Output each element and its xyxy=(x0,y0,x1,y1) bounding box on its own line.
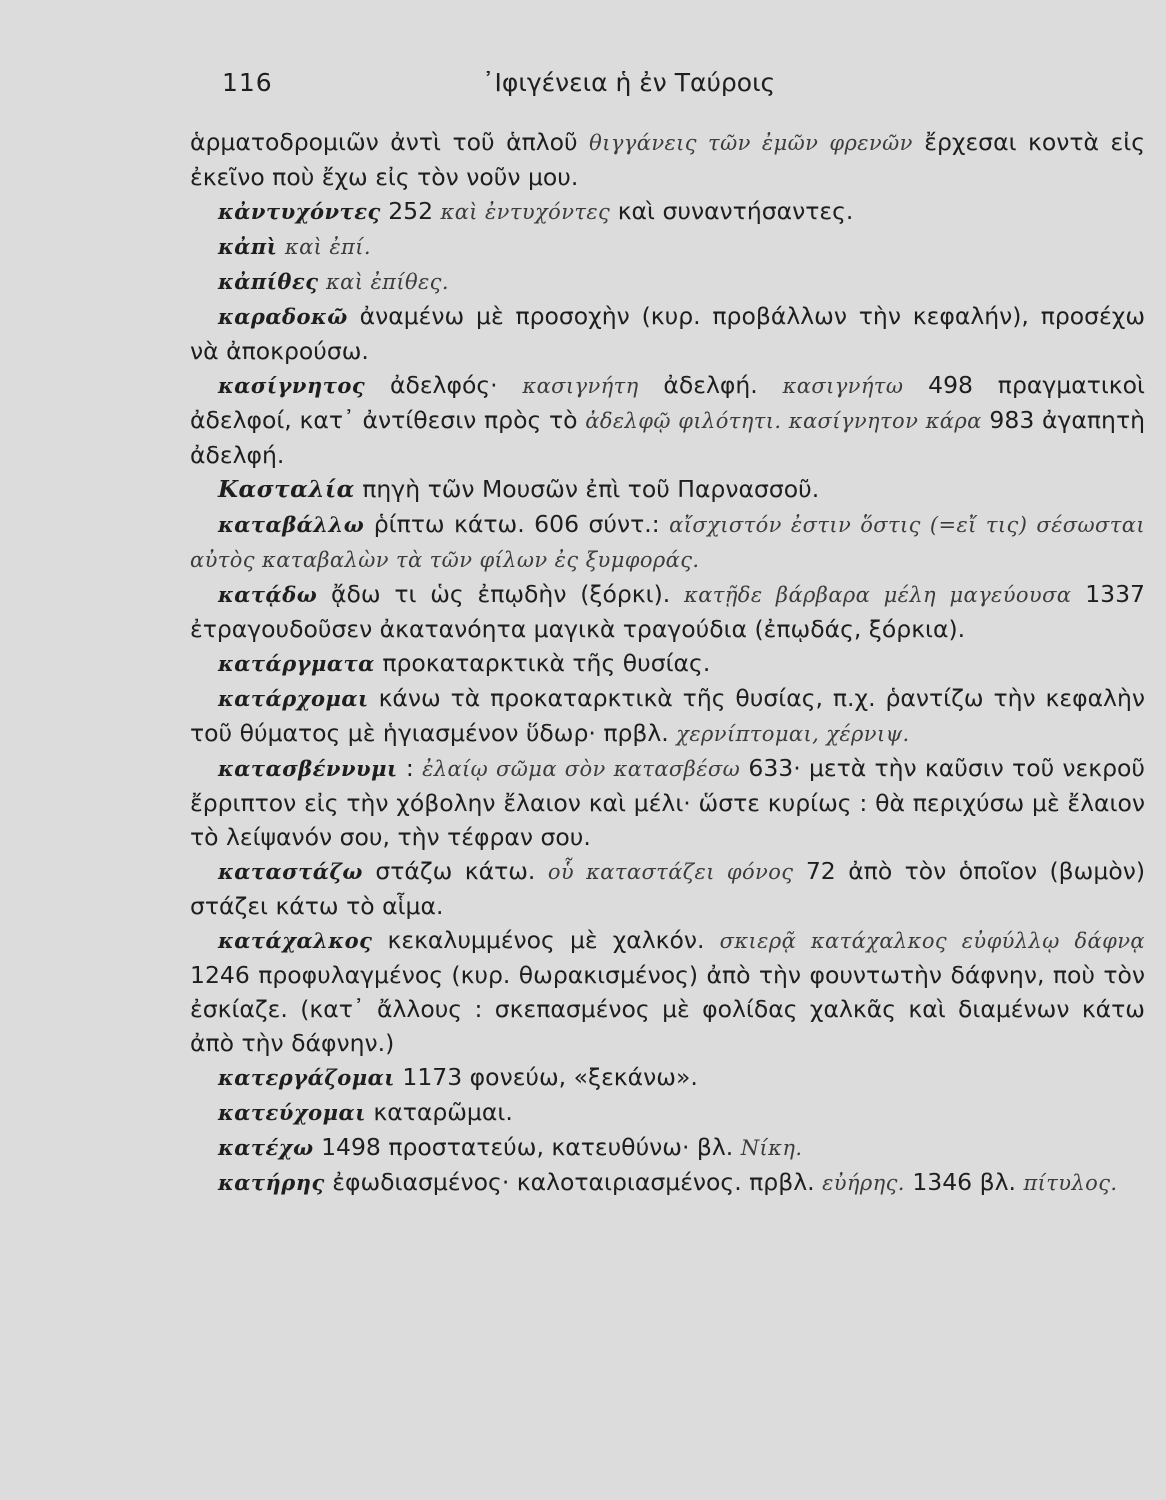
entry-text: στάζω κάτω. xyxy=(362,857,548,885)
glossary-entry xyxy=(190,264,1145,299)
entry-text: 252 xyxy=(380,197,441,225)
headword: κατεύχομαι xyxy=(218,1100,366,1125)
entry-text: : xyxy=(397,754,423,782)
entry-text xyxy=(319,267,326,295)
glossary-text xyxy=(190,125,1145,1200)
italic-citation: καὶ ἐπίθες. xyxy=(325,270,449,294)
entry-text: 1246 προφυλαγμένος (κυρ. θωρακισμένος) ἀπὸ τὴν φουντωτὴν δάφνην, ποὺ τὸν ἐσκίαζε. (κατ᾽ ἄλλους : σκεπασμένος μὲ φολίδας χαλκᾶς καὶ διαμένων κάτω ἀπὸ τὴν δάφνην.) xyxy=(190,961,1145,1057)
entry-text: ἁρματοδρομιῶν ἀντὶ τοῦ ἁπλοῦ xyxy=(190,128,590,156)
glossary-entry xyxy=(190,299,1145,368)
glossary-entry xyxy=(190,1165,1145,1200)
entry-text: 498 πραγματικοὶ ἀδελφοί, κατ᾽ ἀντίθεσιν πρὸς τὸ xyxy=(190,371,1145,434)
glossary-entry xyxy=(190,577,1145,646)
italic-citation: οὗ καταστάζει φόνος xyxy=(547,860,794,884)
entry-text: 983 ἀγαπητὴ ἀδελφή. xyxy=(190,406,1145,469)
italic-citation: θιγγάνεις τῶν ἐμῶν φρενῶν xyxy=(589,131,913,155)
page-number: 116 xyxy=(222,68,273,97)
italic-citation: καὶ ἐπί. xyxy=(284,235,371,259)
headword: κατέχω xyxy=(218,1135,314,1160)
italic-citation: πίτυλος. xyxy=(1023,1171,1118,1195)
glossary-entry xyxy=(190,854,1145,923)
headword: κἀπὶ xyxy=(218,234,278,259)
italic-citation: κατῇδε βάρβαρα μέλη μαγεύουσα xyxy=(684,583,1072,607)
headword: κασίγνητος xyxy=(218,373,366,398)
headword: κατᾴδω xyxy=(218,582,318,607)
italic-citation: ἀδελφῷ φιλότητι. κασίγνητον κάρα xyxy=(585,409,982,433)
entry-text: καταρῶμαι. xyxy=(365,1098,513,1126)
headword: καταστάζω xyxy=(218,859,363,884)
entry-text: 633· μετὰ τὴν καῦσιν τοῦ νεκροῦ ἔρριπτον εἰς τὴν χόβολην ἔλαιον καὶ μέλι· ὥστε κυρίως : θὰ περιχύσω μὲ ἔλαιον τὸ λείψανόν σου, τὴν τέφραν σου. xyxy=(190,754,1145,851)
entry-text: ἐφωδιασμένος· καλοταιριασμένος. πρβλ. xyxy=(324,1168,823,1196)
headword: κἀπίθες xyxy=(218,269,319,294)
italic-citation: κασιγνήτω xyxy=(782,374,904,398)
italic-citation: κασιγνήτη xyxy=(522,374,639,398)
headword: Κασταλία xyxy=(218,476,355,503)
headword: καραδοκῶ xyxy=(218,304,348,329)
page-header xyxy=(0,68,1166,108)
headword: κατάχαλκος xyxy=(218,928,373,953)
headword: κατάρχομαι xyxy=(218,686,369,711)
entry-text: ἀναμένω μὲ προσοχὴν (κυρ. προβάλλων τὴν κεφαλήν), προσέχω νὰ ἀποκρούσω. xyxy=(190,302,1145,365)
entry-text: 1173 φονεύω, «ξεκάνω». xyxy=(394,1063,698,1091)
glossary-entry xyxy=(190,507,1145,577)
headword: κατεργάζομαι xyxy=(218,1065,395,1090)
continued-entry xyxy=(190,125,1145,194)
glossary-entry xyxy=(190,368,1145,472)
entry-text: κεκαλυμμένος μὲ χαλκόν. xyxy=(372,926,720,954)
italic-citation: αἴσχιστόν ἐστιν ὅστις (=εἴ τις) σέσωσται αὐτὸς καταβαλὼν τὰ τῶν φίλων ἐς ξυμφοράς. xyxy=(190,513,1145,572)
entry-text: 1498 προστατεύω, κατευθύνω· βλ. xyxy=(313,1133,741,1161)
entry-text: ἔρχεσαι κοντὰ εἰς ἐκεῖνο ποὺ ἔχω εἰς τὸν νοῦν μου. xyxy=(190,128,1145,191)
entry-text xyxy=(277,232,284,260)
glossary-entry xyxy=(190,923,1145,1060)
headword: κατάργματα xyxy=(218,651,375,676)
headword: κατασβέννυμι xyxy=(218,756,398,781)
italic-citation: Νίκη. xyxy=(740,1136,803,1160)
italic-citation: καὶ ἐντυχόντες xyxy=(440,200,611,224)
entry-text: προκαταρκτικὰ τῆς θυσίας. xyxy=(374,649,711,677)
glossary-entry xyxy=(190,681,1145,751)
italic-citation: εὐήρης. xyxy=(822,1171,905,1195)
headword: καταβάλλω xyxy=(218,512,365,537)
glossary-entry xyxy=(190,751,1145,854)
headword: κατήρης xyxy=(218,1170,325,1195)
glossary-entry xyxy=(190,194,1145,229)
headword: κἀντυχόντες xyxy=(218,199,381,224)
glossary-entry xyxy=(190,229,1145,264)
italic-citation: χερνίπτομαι, χέρνιψ. xyxy=(676,722,910,746)
glossary-entry xyxy=(190,646,1145,681)
glossary-entry xyxy=(190,1060,1145,1095)
running-title: ᾽Ιφιγένεια ἡ ἐν Ταύροις xyxy=(482,68,776,97)
entry-text: 1337 ἐτραγουδοῦσεν ἀκατανόητα μαγικὰ τραγούδια (ἐπῳδάς, ξόρκια). xyxy=(190,580,1145,643)
entry-text: καὶ συναντήσαντες. xyxy=(610,197,854,225)
glossary-entry xyxy=(190,1130,1145,1165)
entry-text: 72 ἀπὸ τὸν ὁποῖον (βωμὸν) στάζει κάτω τὸ αἷμα. xyxy=(190,857,1145,920)
entry-text: πηγὴ τῶν Μουσῶν ἐπὶ τοῦ Παρνασσοῦ. xyxy=(354,475,820,503)
entry-text: κάνω τὰ προκαταρκτικὰ τῆς θυσίας, π.χ. ῥαντίζω τὴν κεφαλὴν τοῦ θύματος μὲ ἡγιασμένον ὕδωρ· πρβλ. xyxy=(190,684,1145,747)
italic-citation: ἐλαίῳ σῶμα σὸν κατασβέσω xyxy=(422,757,741,781)
entry-text: ᾄδω τι ὡς ἐπῳδὴν (ξόρκι). xyxy=(317,580,685,608)
entry-text: 1346 βλ. xyxy=(904,1168,1024,1196)
glossary-entry xyxy=(190,472,1145,507)
glossary-entry xyxy=(190,1095,1145,1130)
entry-text: ῥίπτω κάτω. 606 σύντ.: xyxy=(364,510,670,538)
entry-text: ἀδελφός· xyxy=(365,371,523,399)
entry-text: ἀδελφή. xyxy=(638,371,783,399)
italic-citation: σκιερᾷ κατάχαλκος εὐφύλλῳ δάφνᾳ xyxy=(719,929,1145,953)
